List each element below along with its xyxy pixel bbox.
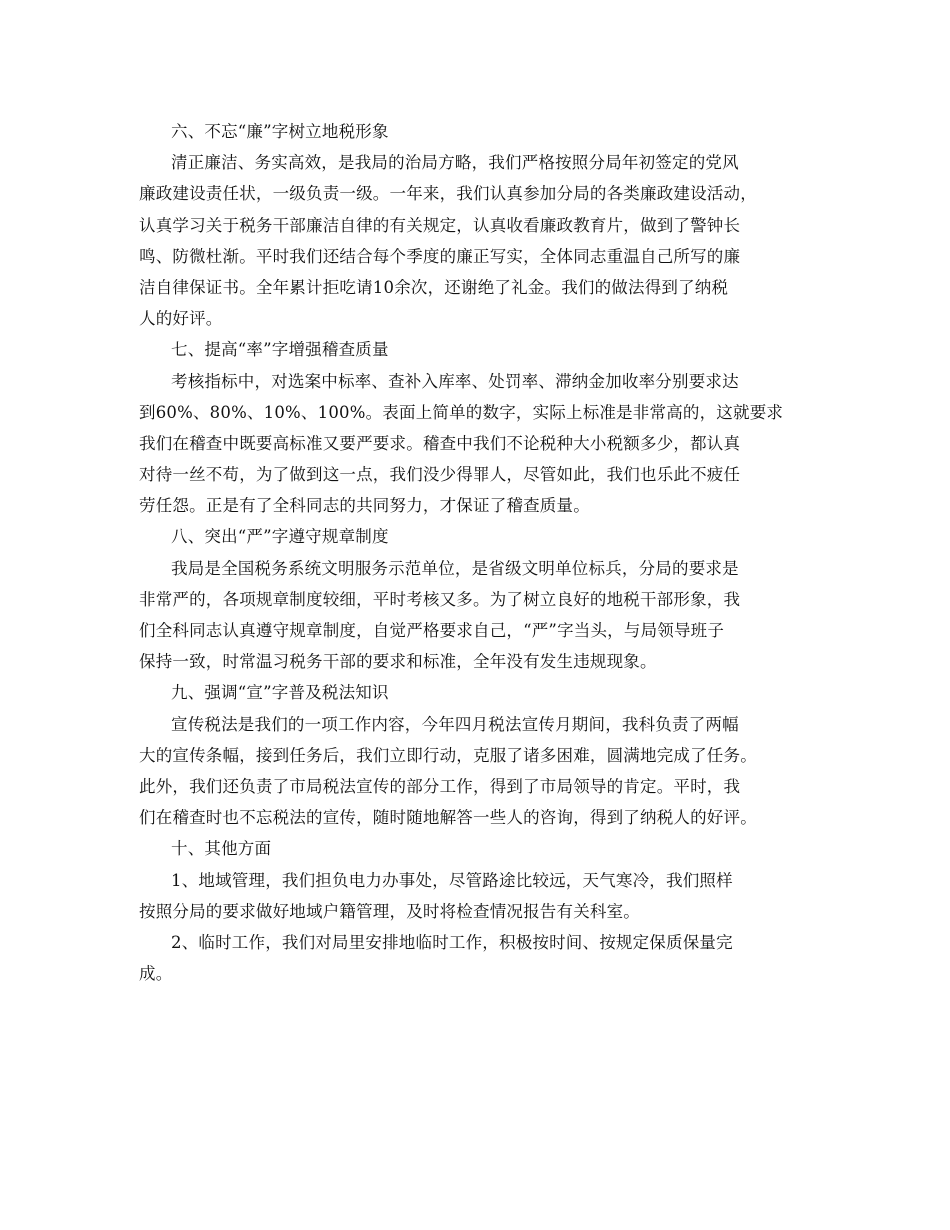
section-heading: 八、突出“严”字遵守规章制度 bbox=[171, 527, 389, 547]
paragraph-line: 我局是全国税务系统文明服务示范单位，是省级文明单位标兵，分局的要求是 bbox=[171, 558, 739, 578]
paragraph-line: 们在稽查时也不忘税法的宣传，随时随地解答一些人的咨询，得到了纳税人的好评。 bbox=[139, 808, 757, 828]
paragraph-line: 清正廉洁、务实高效，是我局的治局方略，我们严格按照分局年初签定的党风 bbox=[171, 153, 739, 173]
paragraph-line: 鸣、防微杜渐。平时我们还结合每个季度的廉正写实，全体同志重温自己所写的廉 bbox=[139, 246, 741, 266]
document-body bbox=[139, 116, 829, 989]
section-heading: 七、提高“率”字增强稽查质量 bbox=[171, 340, 389, 360]
paragraph-line: 对待一丝不苟，为了做到这一点，我们没少得罪人，尽管如此，我们也乐此不疲任 bbox=[139, 465, 741, 485]
section-heading: 六、不忘“廉”字树立地税形象 bbox=[171, 122, 389, 141]
paragraph-line: 廉政建设责任状，一级负责一级。一年来，我们认真参加分局的各类廉政建设活动， bbox=[139, 184, 757, 204]
paragraph-line: 成。 bbox=[139, 964, 173, 984]
paragraph-line: 到60%、80%、10%、100%。表面上简单的数字，实际上标准是非常高的，这就要求 bbox=[139, 402, 784, 422]
paragraph-line: 2、临时工作，我们对局里安排地临时工作，积极按时间、按规定保质保量完 bbox=[171, 932, 733, 952]
paragraph-line: 洁自律保证书。全年累计拒吃请10余次，还谢绝了礼金。我们的做法得到了纳税 bbox=[139, 277, 729, 297]
paragraph-line: 们全科同志认真遵守规章制度，自觉严格要求自己，“严”字当头，与局领导班子 bbox=[139, 621, 725, 640]
paragraph-line: 非常严的，各项规章制度较细，平时考核又多。为了树立良好的地税干部形象，我 bbox=[139, 589, 741, 609]
paragraph-line: 1、地域管理，我们担负电力办事处，尽管路途比较远，天气寒冷，我们照样 bbox=[171, 870, 733, 890]
paragraph-line: 按照分局的要求做好地域户籍管理，及时将检查情况报告有关科室。 bbox=[139, 901, 640, 921]
paragraph-line: 大的宣传条幅，接到任务后，我们立即行动，克服了诸多困难，圆满地完成了任务。 bbox=[139, 745, 757, 765]
paragraph-line: 此外，我们还负责了市局税法宣传的部分工作，得到了市局领导的肯定。平时，我 bbox=[139, 776, 741, 796]
section-heading: 十、其他方面 bbox=[171, 839, 272, 859]
paragraph-line: 我们在稽查中既要高标准又要严要求。稽查中我们不论税种大小税额多少，都认真 bbox=[139, 433, 741, 453]
paragraph-line: 保持一致，时常温习税务干部的要求和标准，全年没有发生违规现象。 bbox=[139, 652, 657, 672]
paragraph-line: 劳任怨。正是有了全科同志的共同努力，才保证了稽查质量。 bbox=[139, 496, 590, 516]
paragraph-line: 考核指标中，对选案中标率、查补入库率、处罚率、滞纳金加收率分别要求达 bbox=[171, 371, 739, 391]
paragraph-line: 人的好评。 bbox=[139, 309, 223, 329]
paragraph-line: 认真学习关于税务干部廉洁自律的有关规定，认真收看廉政教育片，做到了警钟长 bbox=[139, 215, 741, 235]
paragraph-line: 宣传税法是我们的一项工作内容，今年四月税法宣传月期间，我科负责了两幅 bbox=[171, 714, 739, 734]
section-heading: 九、强调“宣”字普及税法知识 bbox=[171, 683, 389, 703]
